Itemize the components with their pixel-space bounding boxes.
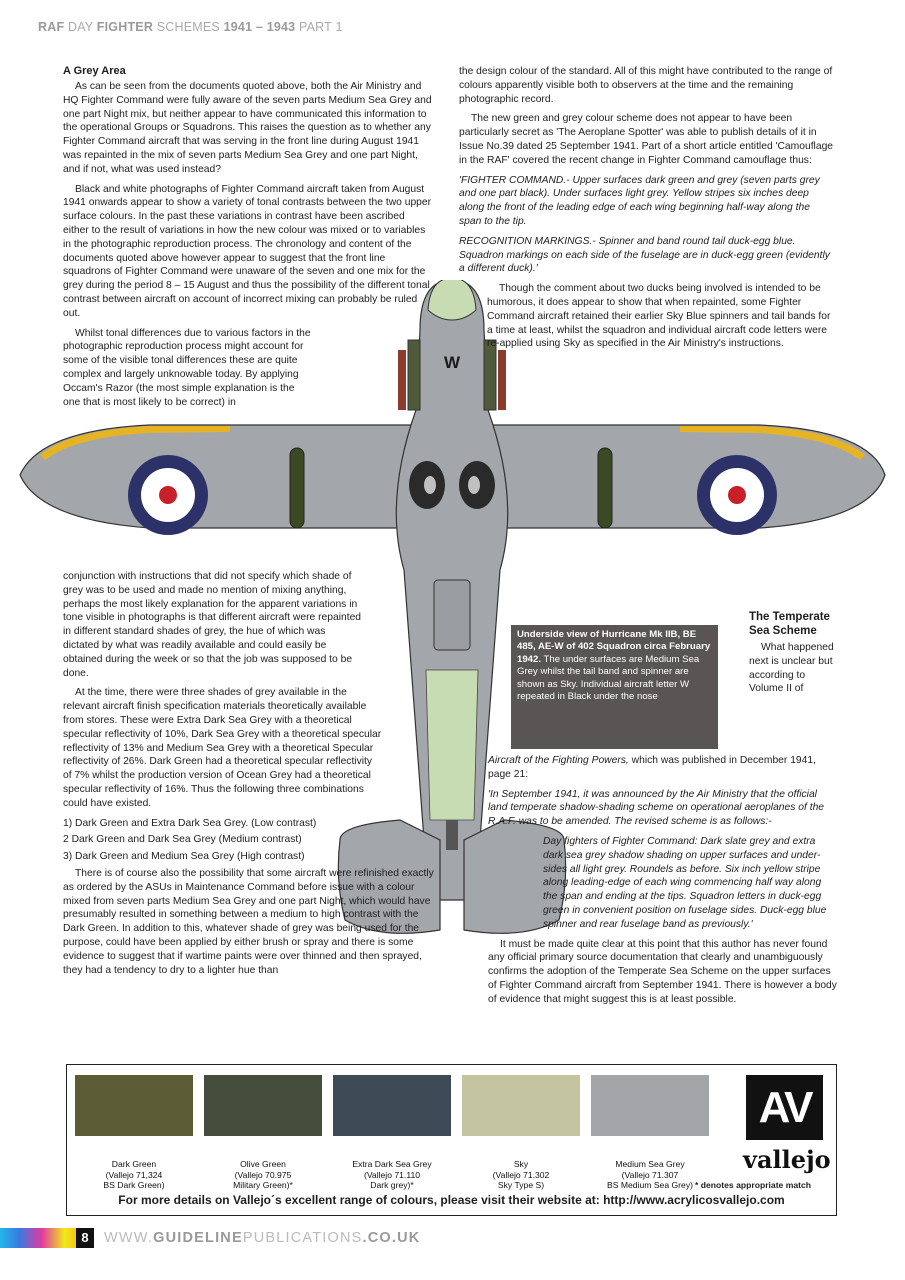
- paragraph: Aircraft of the Fighting Powers, which was published in December 1941, page 21:: [488, 755, 816, 780]
- page-number: 8: [76, 1228, 94, 1248]
- swatch-olive-green: [204, 1075, 322, 1136]
- list-item: 3) Dark Green and Medium Sea Grey (High contrast): [63, 851, 305, 863]
- paragraph: What happened next is unclear but according to Volume II of: [749, 642, 834, 695]
- swatch-label: Dark Green (Vallejo 71,324 BS Dark Green): [103, 1159, 165, 1190]
- swatch-label: Extra Dark Sea Grey (Vallejo 71.110 Dark grey)*: [352, 1159, 432, 1190]
- vallejo-wordmark: vallejo: [743, 1145, 831, 1174]
- paragraph: conjunction with instructions that did not specify which shade of grey was to be used and made no mention of mixing anything, perhaps the most likely explanation for the apparent variations in tone visible in photographs is that different aircraft were repainted in different standard shades of grey, the hue of which was dictated by what was readily available and could easily be obtained during the week or so that the job was supposed to be done.: [63, 571, 362, 679]
- swatch-label: Medium Sea Grey (Vallejo 71.307 BS Medium Sea Grey): [607, 1159, 693, 1190]
- paragraph: Whilst tonal differences due to various factors in the photographic reproduction process might account for some of the visible tonal differences these are quite complex and largely unknowable today. By applying Occam's Razor (the most simple explanation is the one that is most likely to be correct) in: [63, 327, 311, 408]
- swatch-extra-dark-sea-grey: [333, 1075, 451, 1136]
- quote: 'In September 1941, it was announced by the Air Ministry that the official land temperate shadow-shading scheme on operational aeroplanes of the R.A.F. was to be amended. The revised scheme is as follows:-: [488, 788, 825, 828]
- swatch-sky: [462, 1075, 580, 1136]
- swatch-label: Sky (Vallejo 71.302 Sky Type S): [492, 1159, 550, 1190]
- page-color-bar: [0, 1228, 76, 1248]
- swatch-dark-green: [75, 1075, 193, 1136]
- quote: 'FIGHTER COMMAND.- Upper surfaces dark green and grey (seven parts grey and one part black). Under surfaces light grey. Yellow stripes six inches deep along the front of the leading edge of each wing beginning half-way along the span to the tip.: [459, 174, 820, 227]
- running-header: RAF DAY FIGHTER SCHEMES 1941 – 1943 PART 1: [38, 20, 343, 34]
- right-column-lower: [488, 754, 838, 1013]
- swatch-note: * denotes appropriate match: [695, 1180, 812, 1190]
- vallejo-logo: AV: [746, 1075, 823, 1140]
- left-column-upper: [63, 65, 433, 415]
- paragraph: At the time, there were three shades of grey available in the relevant aircraft finish specification materials theoretically available from stores. These were Extra Dark Sea Grey with a theoretical specular reflectivity of 10%, Dark Sea Grey with a theoretical specular reflectivity of 13% and Medium Sea Grey with a theoretical Specular reflectivity of 26%. Dark Green had a theoretical specular reflectivity of 7% whilst the production version of Ocean Grey had a theoretical specular reflectivity of 16%. Thus the following three combinations could have existed.: [63, 687, 382, 809]
- paragraph: As can be seen from the documents quoted above, both the Air Ministry and HQ Fighter Command were fully aware of the seven parts Medium Sea Grey and one part Night mix, but neither appear to have communicated this information to the operational Groups or Squadrons. This raises the question as to whether any Fighter Command aircraft that was serving in the front line during August 1941 was repainted in the mix of seven parts Medium Sea Grey and one part Night, and if not, what was used instead?: [63, 81, 432, 175]
- paragraph: Though the comment about two ducks being involved is intended to be humorous, it does appear to show that when repainted, some Fighter Command aircraft retained their earlier Sky Blue spinners and tail bands for a time at least, whilst the squadron and individual aircraft code letters were re-applied using Sky as specified in the Air Ministry's instructions.: [487, 283, 831, 350]
- swatch-panel-footer: For more details on Vallejo´s excellent range of colours, please visit their website at: http://www.acrylicosvallejo.com: [118, 1193, 785, 1207]
- swatch-medium-sea-grey: [591, 1075, 709, 1136]
- quote: RECOGNITION MARKINGS.- Spinner and band round tail duck-egg blue. Squadron markings on each side of the fuselage are in duck-egg green (evidently a different duck).': [459, 235, 830, 275]
- roundel-left: [128, 455, 208, 535]
- paragraph: There is of course also the possibility that some aircraft were refinished exactly as ordered by the ASUs in Maintenance Command before issue with a colour mixed from seven parts Medium Sea Grey and one part Night, which would have presumably resulted in something between a medium to high contrast with the Dark Green. In addition to this, whatever shade of grey was being used for the purpose, could have been applied by either brush or spray and there is some evidence to suggest that if wartime paints were over thinned and then sprayed, they had a tendency to dry to a lighter hue than: [63, 867, 434, 976]
- aircraft-letter: W: [443, 353, 461, 372]
- temperate-sea-scheme-intro: [749, 610, 837, 702]
- paragraph: Black and white photographs of Fighter Command aircraft taken from August 1941 onwards appear to show a variety of tonal contrasts between the two upper surface colours. In the past these variations in contrast have been ascribed either to the result of variations in how the new colour was mixed or to variables in the photographic reproduction process. The chronology and content of the documents quoted above however appear to suggest that the front line squadrons of Fighter Command were unaware of the seven and one mix for the grey during the period 8 – 15 August and thus the possibility of the different tonal contrast between aircraft on account of incorrect mixing can probably be ruled out.: [63, 183, 432, 319]
- vallejo-swatch-panel: [66, 1064, 837, 1216]
- roundel-right: [697, 455, 777, 535]
- paragraph: the design colour of the standard. All of this might have contributed to the range of colours apparently visible both to observers at the time and the remaining photographic record.: [459, 66, 833, 105]
- paragraph: The new green and grey colour scheme does not appear to have been particularly secret as 'The Aeroplane Spotter' was able to publish details of it in Issue No.39 dated 25 September 1941. Part of a short article entitled 'Camouflage in the RAF' covered the recent change in Fighter Command camouflage thus:: [459, 113, 834, 166]
- illustration-caption: Underside view of Hurricane Mk IIB, BE 485, AE-W of 402 Squadron circa February 1942. The under surfaces are Medium Sea Grey whilst the tail band and spinner are shown as Sky. Individual aircraft letter W repeated in Black under the nose: [511, 625, 718, 749]
- right-column-upper: [459, 65, 834, 357]
- list-item: 2 Dark Green and Dark Sea Grey (Medium contrast): [63, 834, 302, 846]
- quote: Day fighters of Fighter Command: Dark slate grey and extra dark sea grey shadow shading on upper surfaces and under-sides all light grey. Roundels as before. Six inch yellow stripe along leading-edge of each wing commencing half way along the span and ending at the tips. Squadron letters in duck-egg green in convenient position on fuselage sides. Duck-egg blue spinner and rear fuselage band as previously.': [543, 835, 827, 930]
- paragraph: It must be made quite clear at this point that this author has never found any official primary source documentation that clearly and unambiguously confirms the adoption of the Temperate Sea Scheme on the upper surfaces of Fighter Command aircraft from September 1941. There is however a body of evidence that might suggest this is at least possible.: [488, 938, 837, 1005]
- section-heading: The Temperate Sea Scheme: [749, 611, 830, 637]
- swatch-label: Olive Green (Vallejo 70.975 Military Green)*: [233, 1159, 293, 1190]
- list-item: 1) Dark Green and Extra Dark Sea Grey. (Low contrast): [63, 817, 317, 829]
- section-heading: A Grey Area: [63, 65, 126, 77]
- publisher-url[interactable]: WWW.GUIDELINEPUBLICATIONS.CO.UK: [104, 1230, 421, 1246]
- left-column-lower: [63, 570, 443, 983]
